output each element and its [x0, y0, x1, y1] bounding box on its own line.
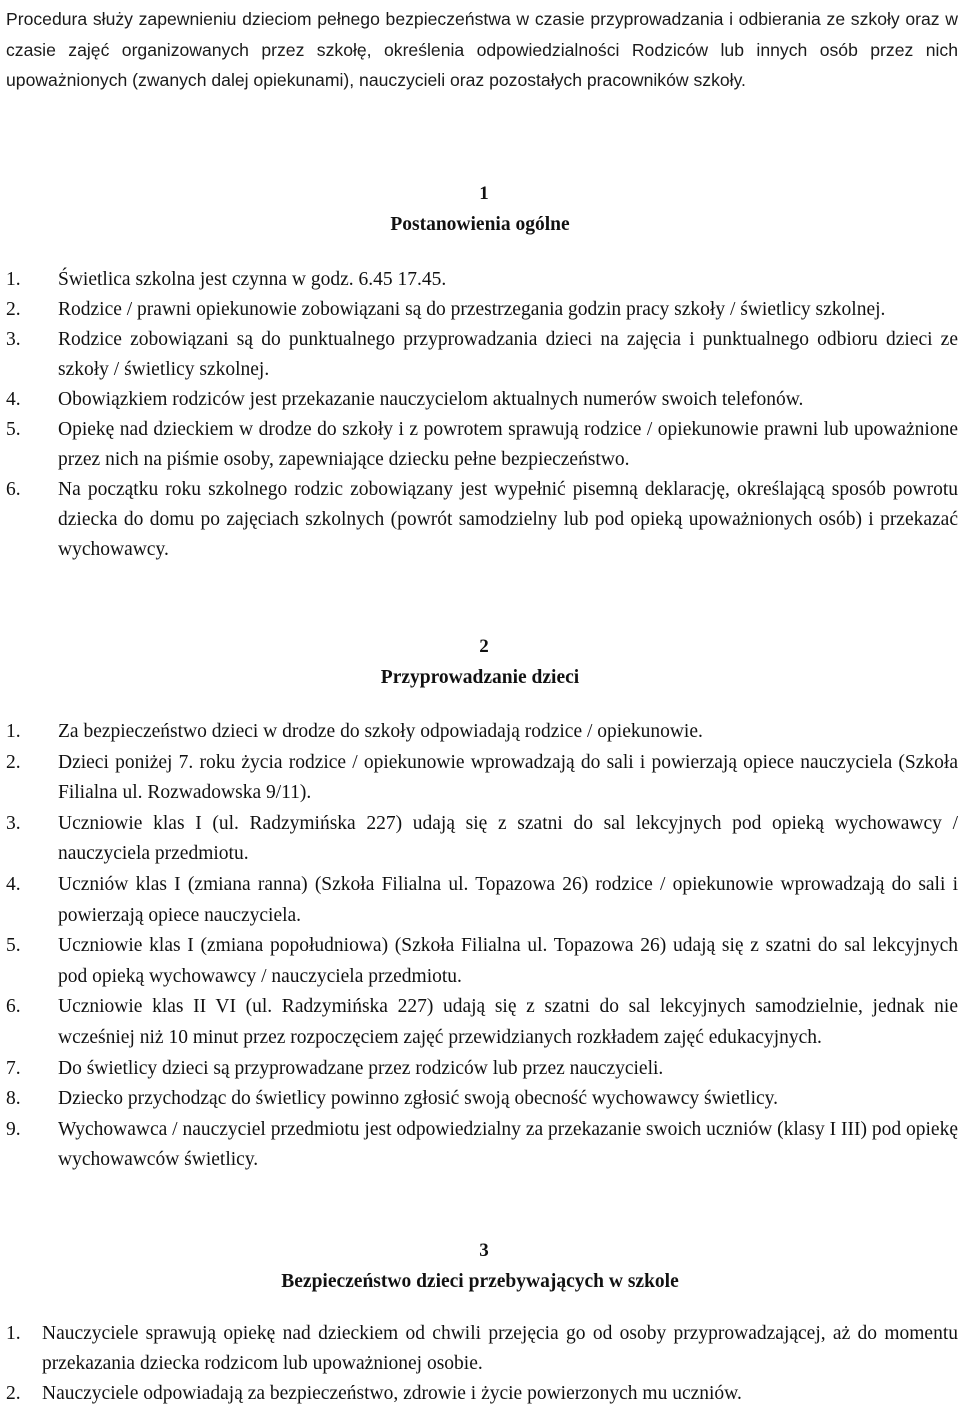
list-item: 6. Na początku roku szkolnego rodzic zobowiązany jest wypełnić pisemną deklarację, określającą sposób powrotu dziecka do domu po zajęciach szkolnych (powrót samodzielny lub pod opieką upoważnionych osób) i przekazać wychowawcy. [6, 479, 958, 560]
intro-paragraph: Procedura służy zapewnieniu dzieciom pełnego bezpieczeństwa w czasie przyprowadzania i odbierania ze szkoły oraz w czasie zajęć organizowanych przez szkołę, określenia odpowiedzialności Rodziców lub innych osób przez nich upoważnionych (zwanych dalej opiekunami), nauczycieli oraz pozostałych pracowników szkoły. [6, 9, 958, 90]
list-item: 4. Obowiązkiem rodziców jest przekazanie nauczycielom aktualnych numerów swoich telefonów. [6, 389, 804, 410]
section-title: Postanowienia ogólne [390, 214, 570, 235]
list-item: 9. Wychowawca / nauczyciel przedmiotu jest odpowiedzialny za przekazanie swoich uczniów (klasy I III) pod opiekę wychowawców świetlicy. [6, 1118, 958, 1171]
list-item: 4. Uczniów klas I (zmiana ranna) (Szkoła Filialna ul. Topazowa 26) rodzice / opiekunowie wprowadzają do sali i powierzają opiece nauczyciela. [6, 873, 958, 926]
list-item: 2. Rodzice / prawni opiekunowie zobowiązani są do przestrzegania godzin pracy szkoły / świetlicy szkolnej. [6, 299, 886, 320]
list-item: 3. Uczniowie klas I (ul. Radzymińska 227) udają się z szatni do sal lekcyjnych pod opieką wychowawcy / nauczyciela przedmiotu. [6, 812, 958, 865]
list-item: 5. Opiekę nad dzieckiem w drodze do szkoły i z powrotem sprawują rodzice / opiekunowie prawni lub upoważnione przez nich na piśmie osoby, zapewniające dziecku pełne bezpieczeństwo. [6, 419, 958, 470]
list-item: 5. Uczniowie klas I (zmiana popołudniowa) (Szkoła Filialna ul. Topazowa 26) udają się z szatni do sal lekcyjnych pod opieką wychowawcy / nauczyciela przedmiotu. [6, 935, 958, 987]
list-item: 7. Do świetlicy dzieci są przyprowadzane przez rodziców lub przez nauczycieli. [6, 1057, 664, 1079]
section-number: 1 [479, 183, 489, 204]
section-title: Przyprowadzanie dzieci [380, 667, 580, 688]
list-item: 1. Nauczyciele sprawują opiekę nad dzieckiem od chwili przejęcia go od osoby przyprowadzającej, aż do momentu przekazania dziecka rodzicom lub upoważnionej osobie. [6, 1323, 958, 1374]
section-3-list [6, 1319, 958, 1409]
section-number: 2 [479, 636, 489, 657]
list-item: 1. Za bezpieczeństwo dzieci w drodze do szkoły odpowiadają rodzice / opiekunowie. [6, 721, 703, 742]
list-item: 6. Uczniowie klas II VI (ul. Radzymińska 227) udają się z szatni do sal lekcyjnych samodzielnie, jednak nie wcześniej niż 10 minut przez rozpoczęciem zajęć przewidzianych rozkładem zajęć edukacyjnych. [6, 996, 958, 1048]
list-item: 3. Rodzice zobowiązani są do punktualnego przyprowadzania dzieci na zajęcia i punktualnego odbioru dzieci ze szkoły / świetlicy szkolnej. [6, 329, 958, 380]
section-title: Bezpieczeństwo dzieci przebywających w szkole [281, 1271, 679, 1292]
list-item: 2. Nauczyciele odpowiadają za bezpieczeństwo, zdrowie i życie powierzonych mu uczniów. [6, 1383, 742, 1404]
section-1-list [6, 265, 958, 565]
list-item: 1. Świetlica szkolna jest czynna w godz. 6.45 17.45. [6, 269, 447, 290]
section-number: 3 [479, 1240, 489, 1261]
list-item: 8. Dziecko przychodząc do świetlicy powinno zgłosić swoją obecność wychowawcy świetlicy. [6, 1088, 779, 1110]
section-2-list [6, 717, 958, 1176]
list-item: 2. Dzieci poniżej 7. roku życia rodzice / opiekunowie wprowadzają do sali i powierzają opiece nauczyciela (Szkoła Filialna ul. Rozwadowska 9/11). [6, 751, 958, 804]
